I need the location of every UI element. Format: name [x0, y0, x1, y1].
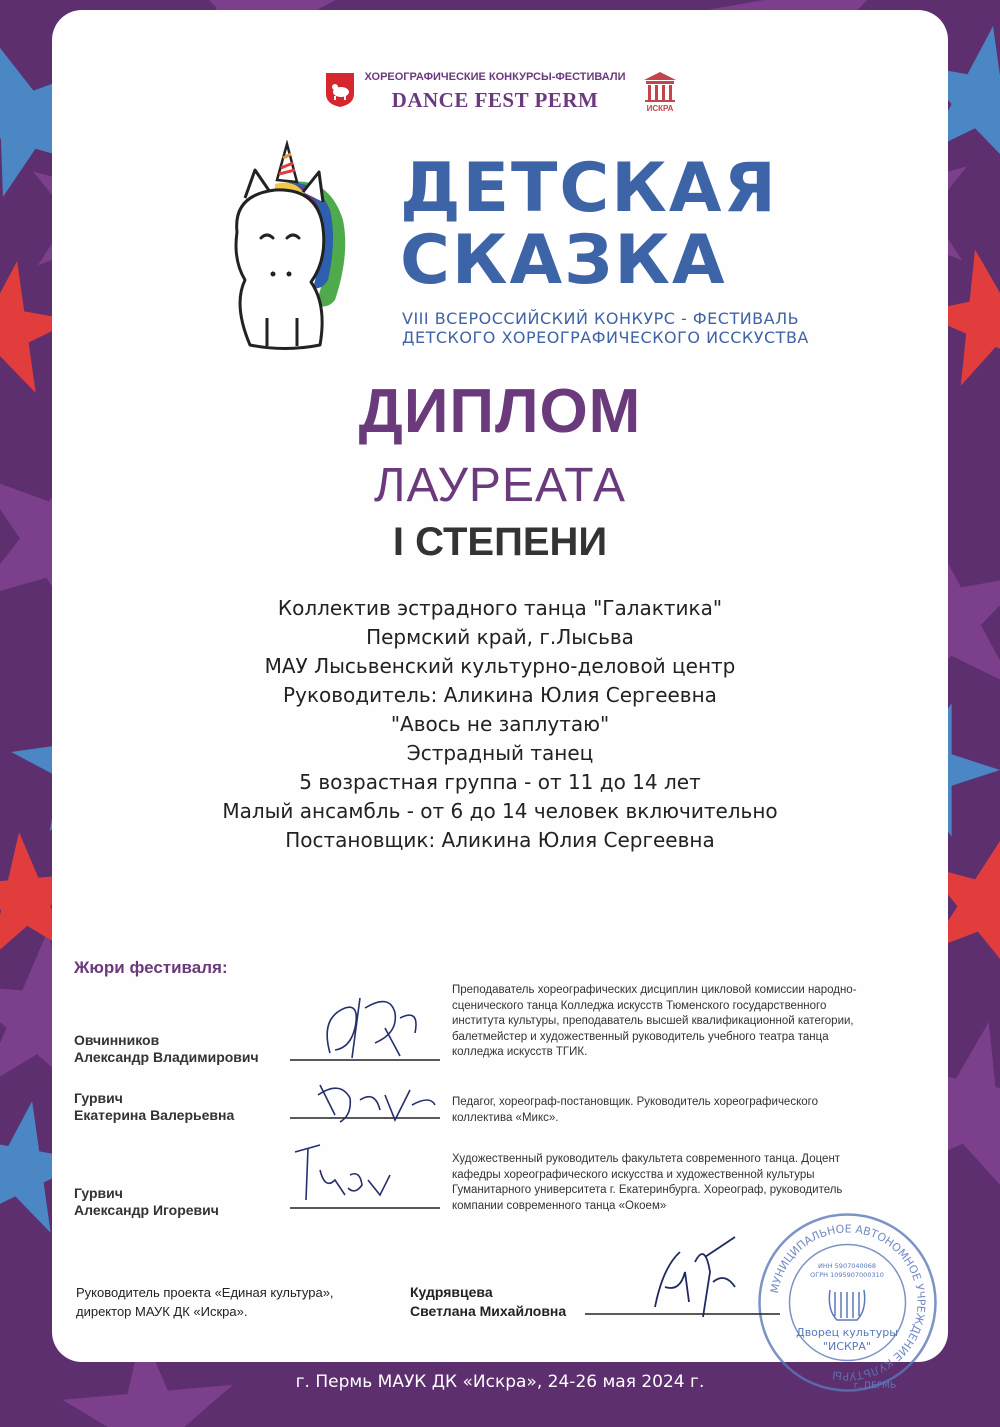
jury-member-given-name: Александр Игоревич: [74, 1202, 219, 1218]
description-line: балетмейстер и художественный руководитель учебного театра танца: [452, 1030, 829, 1043]
festival-subtitle-line1: VIII ВСЕРОССИЙСКИЙ КОНКУРС - ФЕСТИВАЛЬ: [402, 309, 800, 328]
header-label: ХОРЕОГРАФИЧЕСКИЕ КОНКУРСЫ-ФЕСТИВАЛИ: [364, 71, 626, 83]
jury-member-given-name: Екатерина Валерьевна: [74, 1107, 235, 1123]
role-line: Руководитель проекта «Единая культура»,: [76, 1285, 334, 1300]
role-line: директор МАУК ДК «Искра».: [76, 1304, 248, 1319]
diploma-title: ДИПЛОМ: [358, 377, 642, 446]
director-signature: [585, 1232, 785, 1332]
jury-member-description: [452, 1095, 942, 1126]
description-line: компании современного танца «Окоем»: [452, 1199, 667, 1212]
description-line: коллектива «Микс».: [452, 1111, 559, 1124]
venue-date: г. Пермь МАУК ДК «Искра», 24-26 мая 2024 г.: [295, 1372, 705, 1392]
description-line: сценического танца Колледжа искусств Тюменского государственного: [452, 999, 827, 1012]
jury-member-surname: Овчинников: [74, 1032, 160, 1048]
diploma-kind: ЛАУРЕАТА: [374, 459, 626, 512]
jury-member-description: [452, 983, 942, 1061]
festival-subtitle-line2: ДЕТСКОГО ХОРЕОГРАФИЧЕСКОГО ИССКУСТВА: [402, 328, 809, 347]
lyre-icon: [829, 1290, 864, 1320]
festival-title-line2: СКАЗКА: [400, 221, 727, 300]
participant-line: "Авось не заплутаю": [390, 712, 610, 736]
participant-line: Эстрадный танец: [406, 741, 594, 765]
participant-line: Постановщик: Аликина Юлия Сергеевна: [285, 828, 715, 852]
jury-signature-1: [290, 988, 450, 1070]
participant-line: МАУ Лысьвенский культурно-деловой центр: [264, 654, 736, 678]
participant-line: Малый ансамбль - от 6 до 14 человек включительно: [222, 799, 778, 823]
jury-member-description: [452, 1152, 942, 1214]
participant-line: Пермский край, г.Лысьва: [366, 625, 634, 649]
svg-text:МУНИЦИПАЛЬНОЕ АВТОНОМНОЕ УЧРЕЖ: [768, 1222, 927, 1382]
jury-member-given-name: Александр Владимирович: [74, 1049, 259, 1065]
description-line: Гуманитарного университета г. Екатеринбурга. Хореограф, руководитель: [452, 1184, 843, 1196]
description-line: колледжа искусств ТГИК.: [452, 1046, 588, 1058]
iskra-logo-text: ИСКРА: [646, 104, 674, 113]
stamp-city: г. ПЕРМЬ: [853, 1381, 897, 1391]
stamp-center-line1: Дворец культуры: [796, 1326, 898, 1339]
jury-title: Жюри фестиваля:: [74, 958, 228, 977]
director-given-name: Светлана Михайловна: [410, 1303, 567, 1319]
perm-coat-of-arms-icon: [325, 72, 355, 108]
jury-member-surname: Гурвич: [74, 1185, 123, 1201]
festival-title-line1: ДЕТСКАЯ: [400, 149, 778, 228]
jury-signature-2: [290, 1070, 450, 1132]
project-head-role: [76, 1283, 334, 1321]
description-line: кафедры хореографического искусства и художественной культуры: [452, 1168, 815, 1181]
description-line: Художественный руководитель факультета современного танца. Доцент: [452, 1153, 841, 1165]
director-name: [410, 1283, 566, 1321]
participant-line: Коллектив эстрадного танца "Галактика": [277, 596, 723, 620]
jury-signature-3: [290, 1140, 450, 1215]
participant-line: Руководитель: Аликина Юлия Сергеевна: [283, 683, 717, 707]
stamp-ring-text: МУНИЦИПАЛЬНОЕ АВТОНОМНОЕ УЧРЕЖДЕНИЕ КУЛЬТУРЫ: [768, 1222, 928, 1383]
header-title: DANCE FEST PERM: [391, 88, 599, 112]
director-surname: Кудрявцева: [410, 1284, 493, 1300]
stamp-center-line2: "ИСКРА": [823, 1340, 871, 1353]
unicorn-illustration: [215, 140, 355, 355]
stamp-ogrn: ОГРН 1095907000310: [810, 1271, 884, 1279]
stamp-inn: ИНН 5907040068: [817, 1262, 877, 1270]
diploma-degree: I СТЕПЕНИ: [392, 520, 608, 564]
participant-line: 5 возрастная группа - от 11 до 14 лет: [299, 770, 701, 794]
description-line: Педагог, хореограф-постановщик. Руководитель хореографического: [452, 1096, 818, 1108]
jury-member-surname: Гурвич: [74, 1090, 123, 1106]
description-line: Преподаватель хореографических дисциплин цикловой комиссии народно-: [452, 984, 857, 996]
description-line: института культуры, преподаватель высшей квалификационной категории,: [452, 1015, 854, 1027]
